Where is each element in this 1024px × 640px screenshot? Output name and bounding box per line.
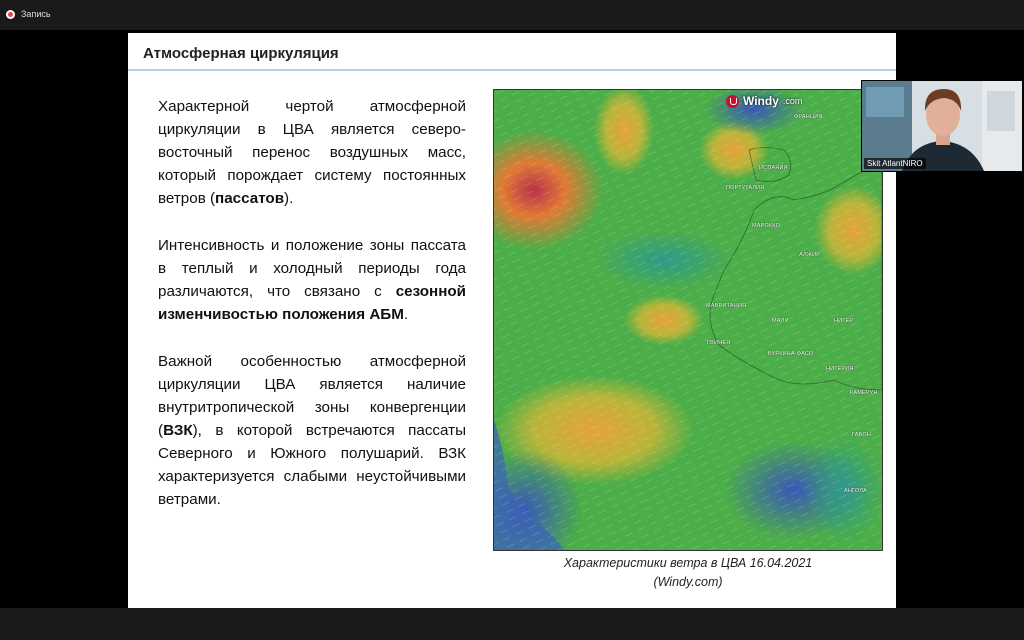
paragraph-trade-winds: Характерной чертой атмосферной циркуляции в ЦВА является северо-восточный перенос воздушных масс, который порождает систему постоянных ветров (пассатов).: [158, 98, 466, 207]
map-label: ПОРТУГАЛИЯ: [726, 185, 765, 191]
windy-logo-icon: [726, 95, 739, 108]
map-label: НИГЕР: [834, 318, 854, 324]
map-label: НИГЕРИЯ: [826, 366, 854, 372]
map-label: МАВРИТАНИЯ: [706, 303, 747, 309]
paragraph-seasonal: Интенсивность и положение зоны пассата в теплый и холодный периоды года различаются, что связано с сезонной изменчивостью положения АБМ.: [158, 237, 466, 323]
slide-title: Атмосферная циркуляция: [143, 45, 339, 62]
map-label: АНГОЛА: [844, 488, 868, 494]
participant-name: Skit AtlantNIRO: [864, 158, 926, 169]
map-label: КАМЕРУН: [850, 390, 878, 396]
wind-map-image: [494, 90, 882, 550]
map-label: БУРКИНА-ФАСО: [768, 351, 814, 357]
slide-text: [158, 95, 466, 535]
presentation-slide: [128, 33, 896, 608]
map-label: АЛЖИР: [799, 252, 821, 258]
windy-logo: Windy .com: [726, 94, 802, 108]
recording-indicator[interactable]: [6, 6, 51, 22]
top-toolbar: [0, 0, 1024, 30]
paragraph-itcz: Важной особенностью атмосферной циркуляции ЦВА является наличие внутритропической зоны конвергенции (ВЗК), в которой встречаются пассаты Северного и Южного полушарий. ВЗК характеризуется слабыми неустойчивыми ветрами.: [158, 353, 466, 508]
map-label: ИСПАНИЯ: [759, 165, 788, 171]
record-icon: [6, 10, 15, 19]
bottom-toolbar: [0, 608, 1024, 640]
map-label: МАРОККО: [752, 223, 781, 229]
map-label: ГВИНЕЯ: [707, 340, 731, 346]
map-label: ГАБОН: [852, 432, 872, 438]
map-caption: Характеристики ветра в ЦВА 16.04.2021 (Windy.com): [563, 556, 813, 589]
recording-label: Запись: [21, 9, 51, 19]
title-divider: [128, 69, 896, 71]
map-label: МАЛИ: [772, 318, 789, 324]
participant-video[interactable]: [861, 80, 1023, 172]
map-label: ФРАНЦИЯ: [794, 114, 823, 120]
wind-map: [493, 89, 883, 551]
